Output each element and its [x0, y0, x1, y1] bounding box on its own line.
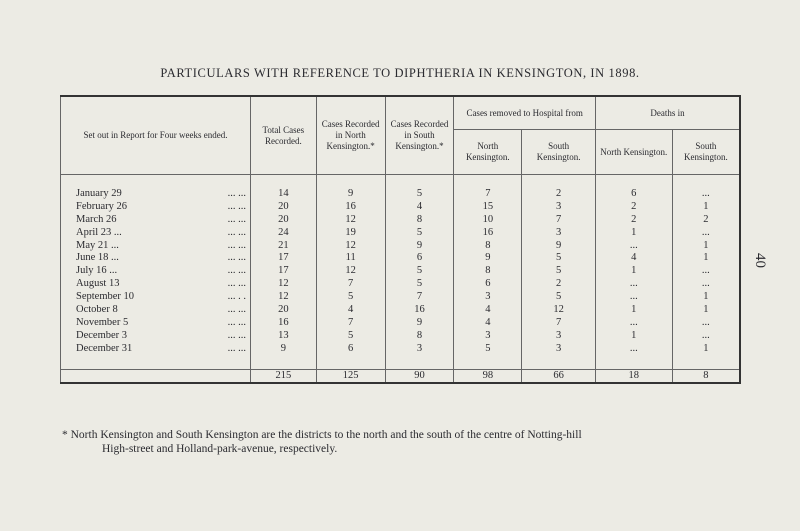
cell-rem-south: 12: [522, 304, 596, 317]
table-row: [61, 291, 741, 304]
cell-north: 4: [316, 304, 385, 317]
cell-total: 14: [251, 188, 317, 201]
cell-deaths-north: 1: [595, 304, 672, 317]
cell-rem-north: 8: [454, 265, 522, 278]
cell-deaths-north: 4: [595, 252, 672, 265]
row-label: [61, 201, 251, 214]
row-date: December 31: [76, 342, 133, 354]
cell-deaths-south: 1: [672, 201, 740, 214]
row-label: [61, 265, 251, 278]
row-date: May 21 ...: [76, 239, 119, 251]
cell-rem-south: 5: [522, 265, 596, 278]
cell-deaths-north: ...: [595, 343, 672, 356]
cell-north: 7: [316, 278, 385, 291]
total-south: 90: [385, 369, 454, 383]
cell-deaths-south: 1: [672, 252, 740, 265]
cell-deaths-south: 2: [672, 214, 740, 227]
cell-north: 16: [316, 201, 385, 214]
cell-south: 7: [385, 291, 454, 304]
cell-deaths-north: ...: [595, 278, 672, 291]
cell-rem-south: 3: [522, 343, 596, 356]
cell-total: 13: [251, 330, 317, 343]
cell-rem-north: 3: [454, 330, 522, 343]
cell-south: 16: [385, 304, 454, 317]
cell-north: 7: [316, 317, 385, 330]
cell-south: 9: [385, 317, 454, 330]
cell-north: 12: [316, 265, 385, 278]
table-row: [61, 343, 741, 356]
cell-deaths-north: ...: [595, 240, 672, 253]
cell-north: 5: [316, 291, 385, 304]
row-label: [61, 240, 251, 253]
header-deaths-south: South Kensington.: [672, 130, 740, 175]
cell-rem-south: 7: [522, 317, 596, 330]
cell-south: 3: [385, 343, 454, 356]
cell-south: 5: [385, 227, 454, 240]
header-south-recorded: Cases Recorded in South Kensington.*: [385, 96, 454, 175]
total-north: 125: [316, 369, 385, 383]
cell-rem-south: 5: [522, 252, 596, 265]
cell-rem-south: 2: [522, 188, 596, 201]
cell-deaths-south: ...: [672, 265, 740, 278]
cell-rem-south: 2: [522, 278, 596, 291]
header-removed-south: South Kensington.: [522, 130, 596, 175]
header-removed-north: North Kensington.: [454, 130, 522, 175]
cell-total: 21: [251, 240, 317, 253]
cell-south: 8: [385, 330, 454, 343]
header-north-recorded: Cases Recorded in North Kensington.*: [316, 96, 385, 175]
row-date: June 18 ...: [76, 252, 119, 264]
cell-south: 5: [385, 278, 454, 291]
cell-south: 4: [385, 201, 454, 214]
cell-total: 24: [251, 227, 317, 240]
table-row: [61, 317, 741, 330]
row-label: [61, 291, 251, 304]
cell-total: 20: [251, 201, 317, 214]
cell-deaths-south: 1: [672, 304, 740, 317]
header-removed-group: Cases removed to Hospital from: [454, 96, 596, 130]
total-deaths-south: 8: [672, 369, 740, 383]
row-date: April 23 ...: [76, 226, 122, 238]
cell-north: 12: [316, 240, 385, 253]
cell-rem-south: 9: [522, 240, 596, 253]
row-leader-dots: ... ...: [227, 239, 246, 251]
row-leader-dots: ... ...: [227, 278, 246, 290]
row-date: February 26: [76, 200, 128, 212]
cell-total: 9: [251, 343, 317, 356]
row-leader-dots: ... ...: [227, 316, 246, 328]
row-date: September 10: [76, 291, 135, 303]
cell-total: 16: [251, 317, 317, 330]
row-leader-dots: ... ...: [227, 304, 246, 316]
row-date: July 16 ...: [76, 265, 118, 277]
table-row: [61, 278, 741, 291]
row-label: [61, 330, 251, 343]
cell-north: 11: [316, 252, 385, 265]
diphtheria-table: [60, 95, 741, 384]
cell-rem-south: 7: [522, 214, 596, 227]
table-row: [61, 201, 741, 214]
cell-deaths-south: 1: [672, 343, 740, 356]
table-row: [61, 188, 741, 201]
row-label: [61, 252, 251, 265]
footnote-line-2: High-street and Holland-park-avenue, respectively.: [102, 443, 338, 455]
cell-deaths-north: ...: [595, 317, 672, 330]
table-row: [61, 252, 741, 265]
header-period: Set out in Report for Four weeks ended.: [61, 96, 251, 175]
cell-rem-north: 10: [454, 214, 522, 227]
cell-rem-north: 3: [454, 291, 522, 304]
cell-deaths-north: 1: [595, 330, 672, 343]
totals-row: [61, 369, 741, 383]
row-label: [61, 278, 251, 291]
cell-deaths-south: ...: [672, 317, 740, 330]
cell-deaths-north: 6: [595, 188, 672, 201]
total-deaths-north: 18: [595, 369, 672, 383]
cell-total: 17: [251, 265, 317, 278]
cell-deaths-south: ...: [672, 278, 740, 291]
cell-deaths-south: 1: [672, 240, 740, 253]
page-number: 40: [752, 253, 768, 268]
cell-deaths-south: ...: [672, 330, 740, 343]
footnote: [62, 428, 762, 456]
cell-south: 8: [385, 214, 454, 227]
row-label: [61, 317, 251, 330]
cell-south: 6: [385, 252, 454, 265]
header-total: Total Cases Recorded.: [251, 96, 317, 175]
row-leader-dots: ... ...: [227, 342, 246, 354]
cell-deaths-north: 2: [595, 214, 672, 227]
row-label: [61, 304, 251, 317]
row-label: [61, 214, 251, 227]
cell-deaths-south: ...: [672, 227, 740, 240]
cell-north: 12: [316, 214, 385, 227]
cell-rem-north: 9: [454, 252, 522, 265]
header-deaths-north: North Kensington.: [595, 130, 672, 175]
cell-north: 6: [316, 343, 385, 356]
row-date: October 8: [76, 304, 118, 316]
row-leader-dots: ... ...: [227, 187, 246, 199]
table-row: [61, 227, 741, 240]
row-date: August 13: [76, 278, 120, 290]
cell-rem-north: 6: [454, 278, 522, 291]
header-deaths-group: Deaths in: [595, 96, 740, 130]
table-row: [61, 330, 741, 343]
cell-deaths-south: 1: [672, 291, 740, 304]
table-row: [61, 265, 741, 278]
row-date: November 5: [76, 316, 129, 328]
row-label: [61, 227, 251, 240]
cell-rem-north: 4: [454, 317, 522, 330]
cell-total: 20: [251, 214, 317, 227]
cell-north: 5: [316, 330, 385, 343]
footnote-line-1: * North Kensington and South Kensington are the districts to the north and the south of the centre of Notting-hill: [62, 429, 582, 441]
cell-total: 12: [251, 291, 317, 304]
row-leader-dots: ... . .: [227, 291, 246, 303]
cell-rem-south: 3: [522, 227, 596, 240]
cell-south: 5: [385, 265, 454, 278]
row-label: [61, 188, 251, 201]
row-leader-dots: ... ...: [227, 265, 246, 277]
cell-deaths-north: 1: [595, 227, 672, 240]
cell-rem-north: 5: [454, 343, 522, 356]
row-leader-dots: ... ...: [227, 213, 246, 225]
cell-rem-north: 4: [454, 304, 522, 317]
row-leader-dots: ... ...: [227, 226, 246, 238]
row-date: January 29: [76, 187, 122, 199]
cell-total: 12: [251, 278, 317, 291]
cell-rem-south: 3: [522, 201, 596, 214]
table-row: [61, 240, 741, 253]
page-title: PARTICULARS WITH REFERENCE TO DIPHTHERIA IN KENSINGTON, IN 1898.: [160, 66, 640, 80]
row-date: March 26: [76, 213, 117, 225]
cell-rem-north: 16: [454, 227, 522, 240]
cell-south: 5: [385, 188, 454, 201]
table-row: [61, 304, 741, 317]
cell-rem-north: 7: [454, 188, 522, 201]
cell-total: 20: [251, 304, 317, 317]
cell-north: 9: [316, 188, 385, 201]
total-removed-south: 66: [522, 369, 596, 383]
row-label: [61, 343, 251, 356]
cell-rem-south: 3: [522, 330, 596, 343]
row-leader-dots: ... ...: [227, 329, 246, 341]
cell-rem-north: 15: [454, 201, 522, 214]
cell-rem-north: 8: [454, 240, 522, 253]
row-date: December 3: [76, 329, 128, 341]
cell-deaths-north: 2: [595, 201, 672, 214]
row-leader-dots: ... ...: [227, 200, 246, 212]
cell-south: 9: [385, 240, 454, 253]
cell-north: 19: [316, 227, 385, 240]
cell-total: 17: [251, 252, 317, 265]
total-cases: 215: [251, 369, 317, 383]
table-row: [61, 214, 741, 227]
cell-deaths-north: 1: [595, 265, 672, 278]
cell-deaths-north: ...: [595, 291, 672, 304]
cell-rem-south: 5: [522, 291, 596, 304]
row-leader-dots: ... ...: [227, 252, 246, 264]
total-removed-north: 98: [454, 369, 522, 383]
cell-deaths-south: ...: [672, 188, 740, 201]
